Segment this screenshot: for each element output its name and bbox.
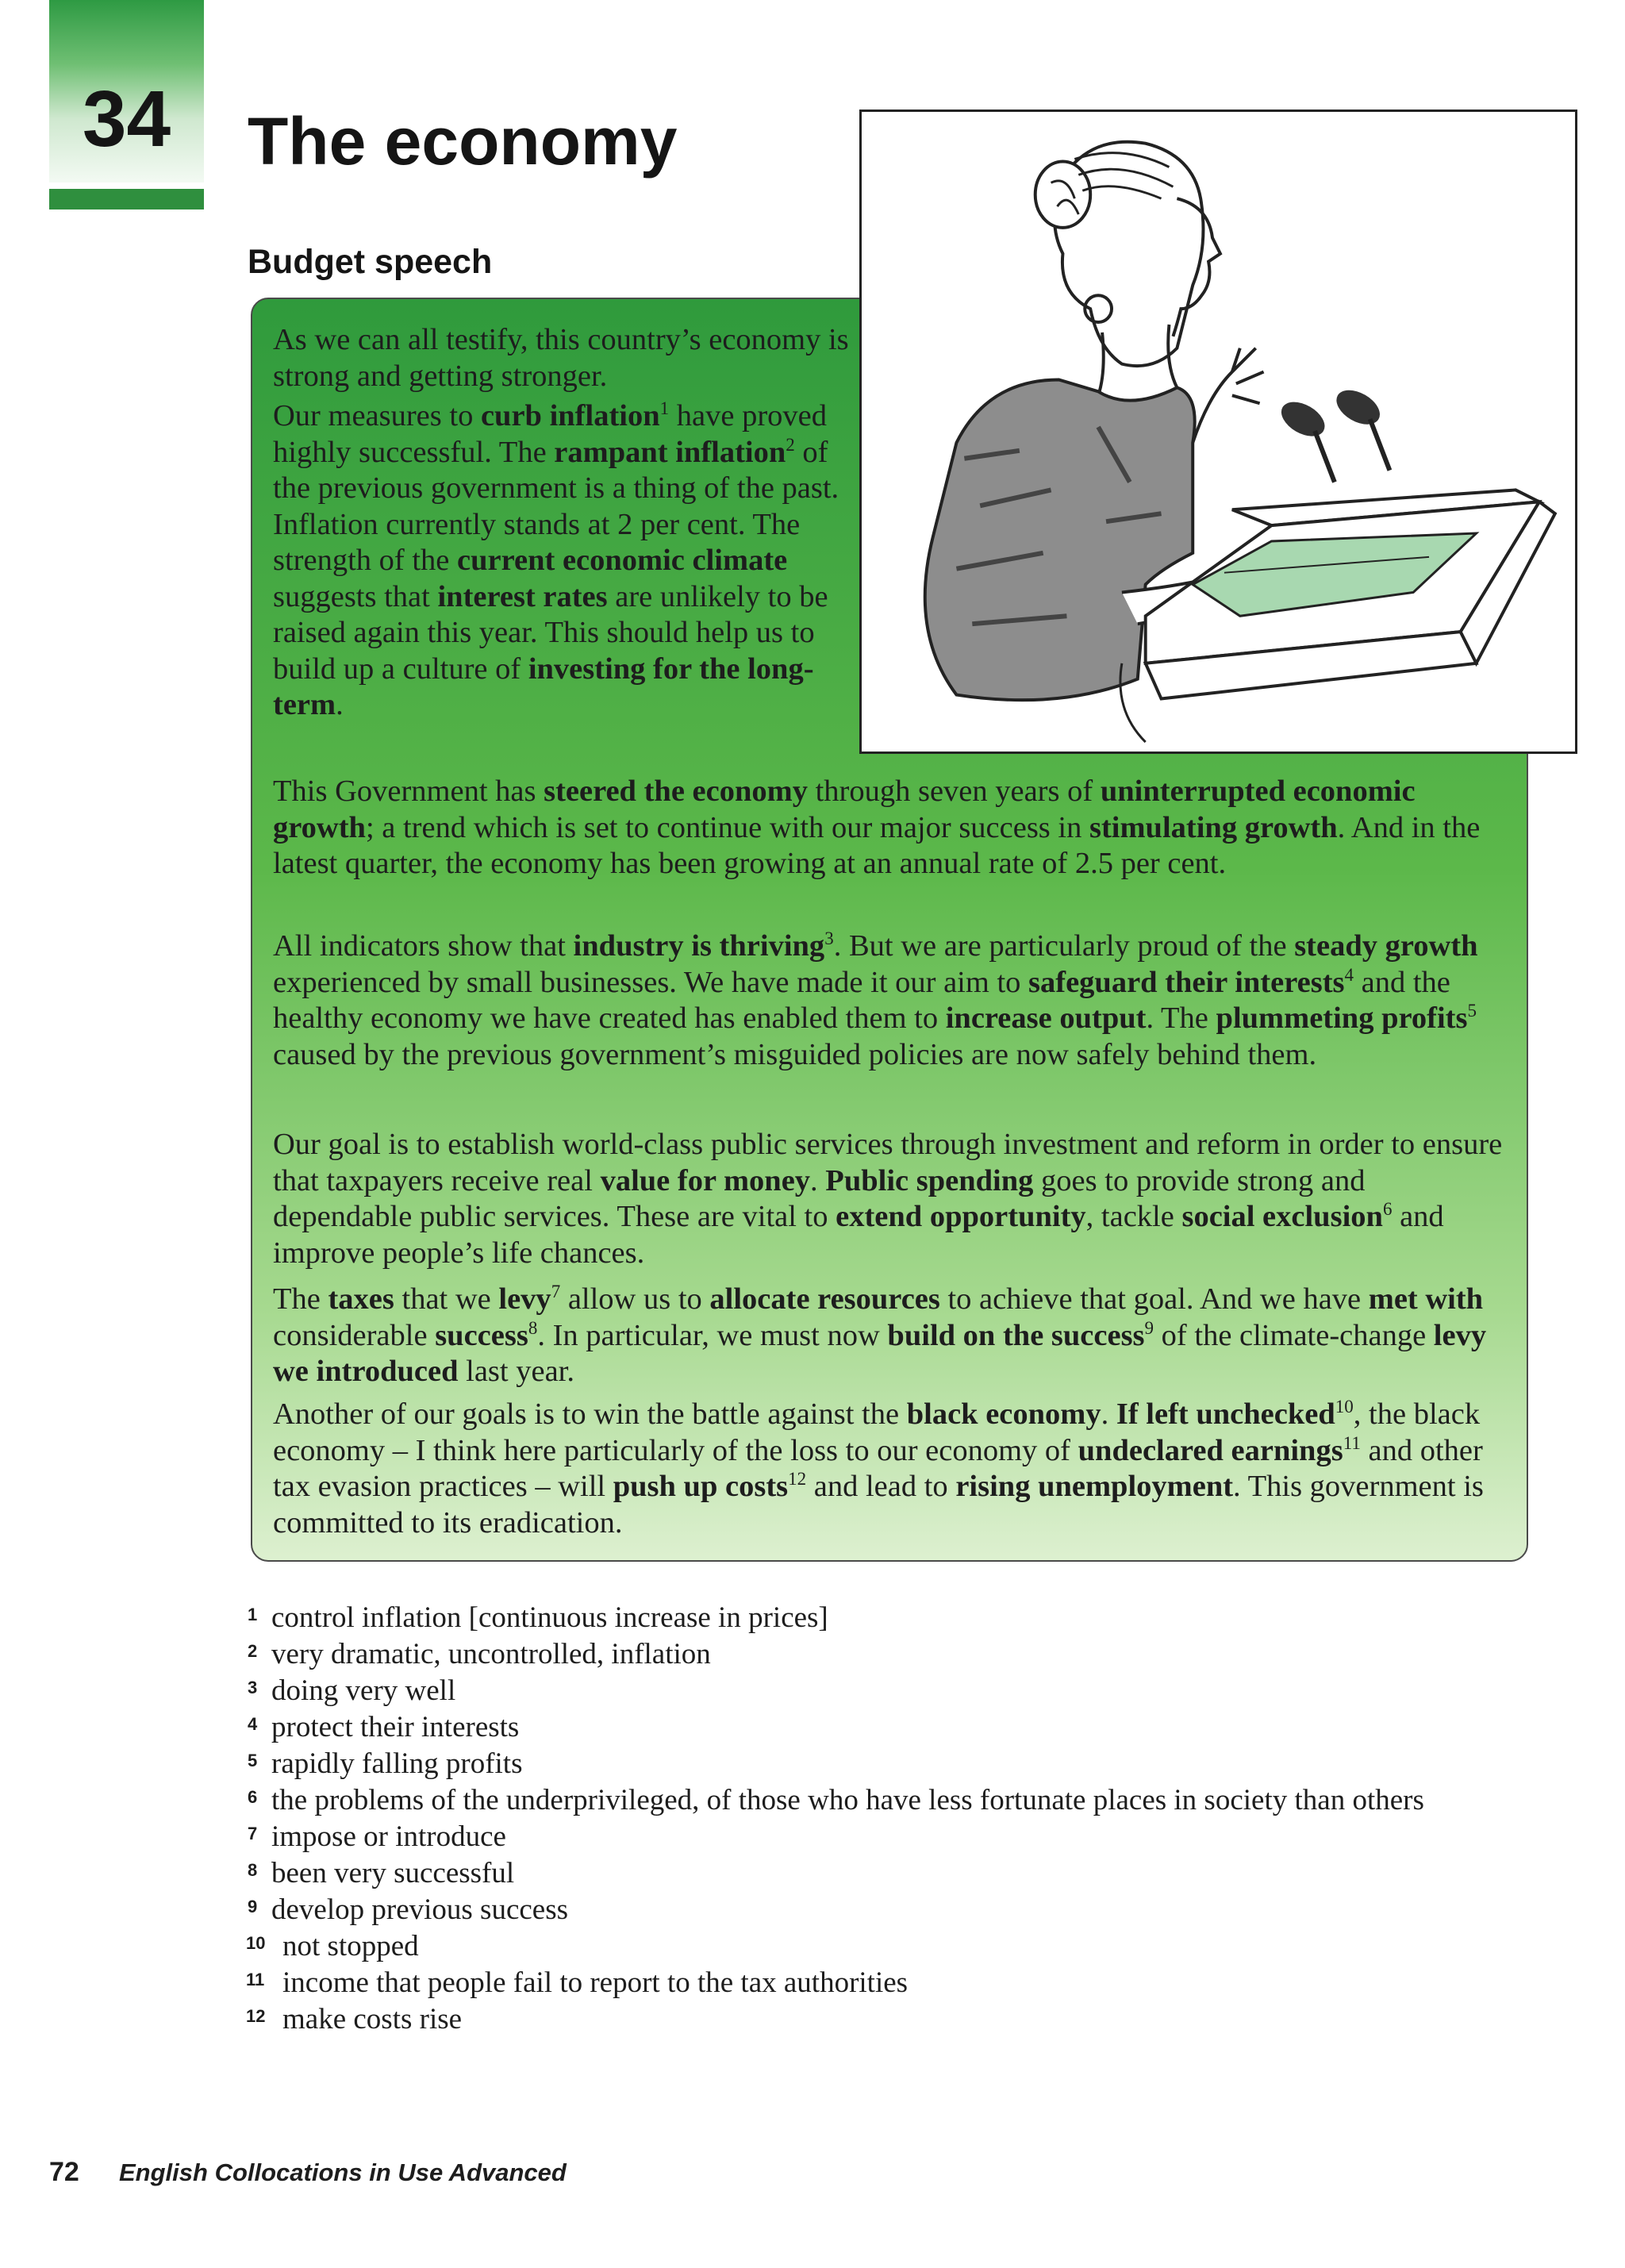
collocation: plummeting profits <box>1216 1001 1468 1035</box>
collocation: social exclusion <box>1181 1200 1383 1233</box>
collocation: interest rates <box>437 579 608 613</box>
footnote-text: very dramatic, uncontrolled, inflation <box>271 1638 711 1670</box>
speech-text: . And in the latest quarter, the economy has been growing at an annual rate of 2.5 per cent. <box>273 810 1481 880</box>
footnote-number: 2 <box>248 1641 258 1661</box>
collocation: investing for the long-term <box>273 652 814 721</box>
speech-paragraph-3 <box>273 774 1511 882</box>
collocation: current economic climate <box>457 544 788 577</box>
footnote-text: rapidly falling profits <box>271 1747 523 1780</box>
footnote-ref: 4 <box>1344 964 1354 985</box>
collocation: industry is thriving <box>573 929 825 963</box>
speech-text: As we can all testify, this country’s economy is strong and getting stronger. <box>273 323 849 393</box>
speech-text: . <box>810 1163 826 1197</box>
speech-text: allow us to <box>560 1282 710 1316</box>
collocation: steered the economy <box>544 775 808 808</box>
collocation: increase output <box>945 1001 1147 1035</box>
footnote-number: 1 <box>248 1605 258 1624</box>
footnote-number: 9 <box>248 1897 258 1916</box>
footnote-number: 3 <box>248 1678 258 1697</box>
speech-text: caused by the previous government’s misguided policies are now safely behind them. <box>273 1037 1317 1071</box>
footnote-item <box>248 1636 1517 1673</box>
footnote-ref: 3 <box>824 928 834 949</box>
footnote-number: 5 <box>248 1751 258 1770</box>
footnote-list <box>248 1600 1517 2038</box>
footnote-ref: 2 <box>786 434 795 455</box>
footnote-number: 8 <box>248 1860 258 1880</box>
speech-text: and other tax evasion practices – will <box>273 1433 1483 1503</box>
footnote-item <box>248 1709 1517 1746</box>
speech-text: Our measures to <box>273 399 481 432</box>
speech-text: that we <box>394 1282 499 1316</box>
speech-text: All indicators show that <box>273 929 574 963</box>
collocation: taxes <box>328 1282 394 1316</box>
footnote-ref: 9 <box>1144 1317 1154 1338</box>
speech-text: . In particular, we must now <box>537 1318 888 1352</box>
speech-text: and lead to <box>806 1470 956 1503</box>
speech-text: This Government has <box>273 775 544 808</box>
speech-paragraph-6 <box>273 1282 1511 1390</box>
speech-text: are unlikely to be raised again this year. This should help us to build up a culture of <box>273 579 828 686</box>
footnote-item <box>248 1746 1517 1782</box>
footnote-text: income that people fail to report to the tax authorities <box>282 1966 909 1999</box>
section-title: Budget speech <box>248 243 493 281</box>
speech-text: Another of our goals is to win the battle against the <box>273 1397 907 1431</box>
speech-paragraph-5 <box>273 1127 1511 1271</box>
collocation: If left unchecked <box>1116 1397 1335 1431</box>
collocation: allocate resources <box>709 1282 940 1316</box>
book-title: English Collocations in Use Advanced <box>119 2158 567 2186</box>
footnote-text: develop previous success <box>271 1893 569 1926</box>
footnote-ref: 12 <box>788 1469 807 1490</box>
footnote-item <box>248 1892 1517 1928</box>
speech-paragraph-7 <box>273 1397 1511 1541</box>
unit-title: The economy <box>248 104 678 179</box>
footnote-text: the problems of the underprivileged, of those who have less fortunate places in society than others <box>271 1784 1424 1816</box>
speech-text: Our goal is to establish world-class public services through investment and reform in order to ensure that taxpayers receive real <box>273 1128 1503 1197</box>
footnote-number: 11 <box>246 1970 265 1989</box>
footnote-ref: 1 <box>659 398 670 419</box>
unit-bar <box>49 189 204 210</box>
speech-text: and the healthy economy we have created has enabled them to <box>273 965 1450 1035</box>
footnote-text: control inflation [continuous increase in prices] <box>271 1601 828 1634</box>
footnote-ref: 5 <box>1467 1001 1477 1021</box>
speech-paragraph-1 <box>273 322 852 394</box>
speech-text: ; a trend which is set to continue with our major success in <box>365 810 1089 844</box>
footnote-number: 10 <box>246 1933 266 1953</box>
speech-text: through seven years of <box>807 775 1101 808</box>
speaker-illustration <box>859 110 1577 754</box>
footnote-text: impose or introduce <box>271 1820 506 1853</box>
speech-text: experienced by small businesses. We have made it our aim to <box>273 965 1029 999</box>
speech-text: of the previous government is a thing of the past. Inflation currently stands at 2 per cent. The strength of the <box>273 435 839 577</box>
footnote-item <box>248 1855 1517 1892</box>
collocation: steady growth <box>1294 929 1478 963</box>
footnote-text: doing very well <box>271 1674 456 1707</box>
footnote-number: 12 <box>246 2006 266 2026</box>
speech-text: and improve people’s life chances. <box>273 1200 1444 1270</box>
footnote-number: 4 <box>248 1714 258 1734</box>
collocation: safeguard their interests <box>1028 965 1345 999</box>
collocation: success <box>435 1318 528 1352</box>
speech-text: goes to provide strong and dependable public services. These are vital to <box>273 1163 1366 1233</box>
speech-text: suggests that <box>273 579 438 613</box>
speech-text: . <box>1101 1397 1116 1431</box>
unit-number: 34 <box>82 75 171 163</box>
speech-text: considerable <box>273 1318 436 1352</box>
footnote-item <box>248 1600 1517 1636</box>
footnote-number: 7 <box>248 1824 258 1843</box>
speech-text: . But we are particularly proud of the <box>833 929 1295 963</box>
speech-text: to achieve that goal. And we have <box>939 1282 1369 1316</box>
speech-text: , the black economy – I think here particularly of the loss to our economy of <box>273 1397 1481 1467</box>
collocation: black economy <box>906 1397 1101 1431</box>
speech-text: The <box>273 1282 328 1316</box>
collocation: build on the success <box>887 1318 1145 1352</box>
footnote-item <box>248 1819 1517 1855</box>
footnote-item <box>248 1928 1517 1965</box>
footnote-item <box>248 1965 1517 2001</box>
collocation: undeclared earnings <box>1078 1433 1343 1467</box>
collocation: Public spending <box>825 1163 1034 1197</box>
collocation: value for money <box>600 1163 811 1197</box>
footnote-ref: 6 <box>1382 1199 1393 1220</box>
speech-text: . This government is committed to its eradication. <box>273 1470 1484 1540</box>
footnote-item <box>248 2001 1517 2038</box>
footnote-number: 6 <box>248 1787 258 1807</box>
footnote-text: been very successful <box>271 1857 515 1889</box>
collocation: levy <box>498 1282 551 1316</box>
footnote-text: protect their interests <box>271 1711 520 1743</box>
collocation: uninterrupted economic growth <box>273 775 1416 844</box>
speech-text: . <box>336 688 344 721</box>
footnote-ref: 7 <box>551 1282 561 1302</box>
footnote-text: make costs rise <box>282 2003 463 2035</box>
speech-paragraph-2 <box>273 398 852 724</box>
collocation: stimulating growth <box>1089 810 1338 844</box>
speech-text: of the climate-change <box>1154 1318 1434 1352</box>
footnote-ref: 11 <box>1343 1432 1361 1453</box>
collocation: rising unemployment <box>955 1470 1234 1503</box>
collocation: extend opportunity <box>836 1200 1086 1233</box>
collocation: push up costs <box>613 1470 789 1503</box>
speech-paragraph-4 <box>273 928 1511 1073</box>
collocation: rampant inflation <box>554 435 786 469</box>
footnote-item <box>248 1782 1438 1819</box>
speech-text: have proved highly successful. The <box>273 399 827 469</box>
speech-text: . The <box>1146 1001 1216 1035</box>
page-number: 72 <box>49 2157 79 2187</box>
collocation: met with <box>1368 1282 1484 1316</box>
footnote-ref: 10 <box>1335 1397 1354 1417</box>
collocation: curb inflation <box>480 399 660 432</box>
speech-text: , tackle <box>1085 1200 1182 1233</box>
collocation: levy we introduced <box>273 1318 1487 1388</box>
footnote-ref: 8 <box>528 1317 538 1338</box>
footnote-item <box>248 1673 1517 1709</box>
footnote-text: not stopped <box>282 1930 419 1962</box>
speech-text: last year. <box>458 1355 574 1388</box>
